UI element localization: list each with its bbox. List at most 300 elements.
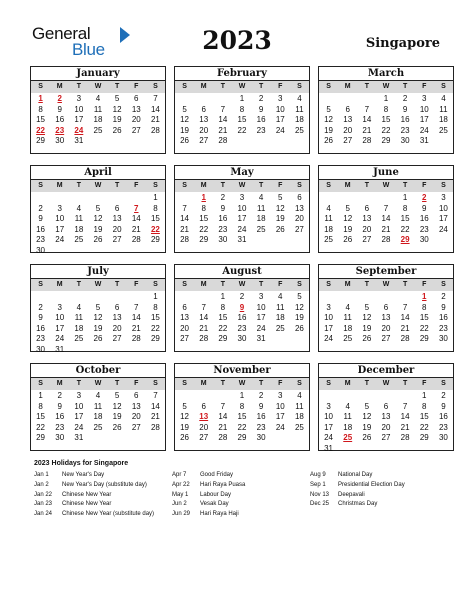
- day-cell: 20: [112, 224, 122, 234]
- day-cell: 14: [218, 412, 228, 422]
- day-cell: 28: [180, 235, 190, 245]
- day-cell: 11: [295, 104, 304, 114]
- month-july: [30, 264, 166, 352]
- holiday-date: Jun 2: [172, 501, 187, 508]
- day-cell: 23: [36, 235, 46, 245]
- weekday-label: T: [402, 83, 408, 90]
- holiday-day-cell: 23: [55, 125, 65, 135]
- day-cell: 21: [131, 323, 141, 333]
- weekday-label: M: [344, 83, 351, 90]
- day-cell: 10: [74, 401, 84, 411]
- day-cell: 26: [93, 334, 103, 344]
- weekday-label: S: [153, 182, 158, 189]
- day-cell: 20: [381, 323, 391, 333]
- day-cell: 26: [180, 433, 190, 443]
- empty-cell: [194, 292, 213, 303]
- day-cell: 31: [256, 334, 266, 344]
- day-cell: 4: [278, 292, 283, 301]
- day-cell: 3: [239, 193, 245, 202]
- day-cell: 6: [383, 401, 389, 411]
- day-cell: 22: [419, 323, 429, 333]
- day-cell: 21: [218, 125, 228, 135]
- holiday-name: Chinese New Year (substitute day): [62, 511, 155, 518]
- day-cell: 25: [294, 422, 304, 432]
- month-name: October: [75, 365, 121, 376]
- weekday-label: S: [153, 83, 158, 90]
- day-grid: [319, 291, 453, 345]
- day-cell: 26: [275, 224, 285, 234]
- holiday-column: [172, 471, 245, 520]
- day-cell: 28: [131, 235, 141, 245]
- day-cell: 29: [419, 433, 429, 443]
- day-grid: [175, 291, 309, 345]
- day-cell: 1: [239, 391, 245, 400]
- empty-cell: [108, 292, 127, 303]
- day-cell: 13: [131, 104, 141, 114]
- day-cell: 18: [74, 323, 84, 333]
- day-cell: 29: [237, 433, 247, 443]
- weekday-label: W: [94, 281, 102, 288]
- day-cell: 7: [383, 203, 389, 213]
- day-cell: 3: [76, 391, 82, 400]
- day-cell: 20: [131, 412, 141, 422]
- day-cell: 31: [324, 443, 334, 453]
- holiday-row: [310, 481, 405, 491]
- day-cell: 8: [38, 401, 43, 411]
- day-grid: [31, 192, 165, 257]
- day-cell: 25: [294, 125, 304, 135]
- weekday-header: [31, 377, 165, 390]
- day-cell: 5: [364, 302, 370, 312]
- empty-cell: [376, 391, 395, 402]
- day-cell: 30: [36, 245, 46, 255]
- holiday-name: Chinese New Year: [62, 501, 112, 508]
- weekday-label: F: [278, 182, 283, 189]
- day-cell: 30: [55, 136, 65, 146]
- day-cell: 28: [381, 235, 391, 245]
- day-cell: 10: [275, 104, 285, 114]
- holiday-row: [172, 481, 245, 491]
- weekday-label: M: [344, 380, 351, 387]
- day-cell: 28: [218, 136, 228, 146]
- day-cell: 26: [362, 334, 372, 344]
- day-grid: [175, 192, 309, 246]
- day-cell: 6: [114, 302, 120, 312]
- empty-cell: [357, 193, 376, 204]
- holiday-day-cell: 9: [239, 302, 245, 312]
- weekday-label: M: [200, 281, 207, 288]
- day-cell: 23: [55, 422, 65, 432]
- day-cell: 20: [343, 125, 353, 135]
- month-name: May: [230, 167, 254, 178]
- day-cell: 6: [383, 302, 389, 312]
- day-cell: 25: [256, 224, 266, 234]
- weekday-label: F: [134, 281, 139, 288]
- day-cell: 3: [326, 401, 331, 411]
- day-cell: 23: [256, 422, 266, 432]
- weekday-label: S: [182, 83, 187, 90]
- holiday-date: Apr 22: [172, 481, 190, 488]
- day-cell: 6: [134, 391, 139, 400]
- day-cell: 15: [237, 115, 247, 125]
- day-cell: 5: [297, 292, 302, 301]
- holiday-date: Jan 22: [34, 491, 53, 498]
- day-cell: 27: [131, 422, 141, 432]
- holiday-day-cell: 2: [422, 193, 427, 202]
- weekday-label: W: [94, 83, 102, 90]
- day-cell: 2: [258, 94, 264, 103]
- day-cell: 1: [153, 292, 158, 301]
- day-cell: 18: [275, 313, 285, 323]
- holiday-name: Good Friday: [200, 472, 234, 478]
- day-cell: 11: [343, 313, 352, 323]
- day-cell: 25: [343, 334, 353, 344]
- day-grid: [31, 93, 165, 147]
- day-cell: 1: [239, 94, 245, 103]
- empty-cell: [69, 292, 88, 303]
- weekday-label: M: [344, 182, 351, 189]
- holidays-title: 2023 Holidays for Singapore: [34, 460, 129, 467]
- day-cell: 15: [400, 214, 410, 224]
- empty-cell: [108, 193, 127, 204]
- day-cell: 5: [364, 401, 370, 411]
- weekday-label: M: [200, 83, 207, 90]
- weekday-header: [319, 179, 453, 192]
- weekday-label: S: [297, 380, 302, 387]
- empty-cell: [50, 292, 69, 303]
- day-cell: 10: [237, 203, 247, 213]
- day-cell: 12: [324, 115, 334, 125]
- day-cell: 31: [237, 235, 247, 245]
- empty-cell: [194, 94, 213, 105]
- day-cell: 11: [93, 401, 103, 411]
- day-cell: 7: [402, 302, 408, 312]
- day-cell: 7: [182, 203, 187, 213]
- holiday-date: Aug 9: [310, 472, 326, 478]
- empty-cell: [50, 193, 69, 204]
- holiday-day-cell: 1: [422, 292, 427, 301]
- weekday-label: F: [134, 182, 139, 189]
- day-cell: 9: [441, 302, 446, 312]
- day-cell: 30: [36, 344, 46, 354]
- weekday-label: S: [153, 380, 158, 387]
- day-grid: [31, 291, 165, 356]
- weekday-label: S: [38, 380, 43, 387]
- day-cell: 22: [36, 422, 46, 432]
- day-cell: 20: [180, 323, 190, 333]
- day-cell: 27: [112, 235, 122, 245]
- day-cell: 12: [343, 214, 353, 224]
- weekday-label: F: [278, 83, 283, 90]
- day-cell: 28: [218, 433, 228, 443]
- empty-cell: [31, 193, 50, 204]
- weekday-label: T: [402, 182, 408, 189]
- day-cell: 30: [438, 433, 448, 443]
- day-cell: 12: [294, 302, 304, 312]
- holiday-row: [34, 471, 154, 481]
- day-cell: 30: [438, 334, 448, 344]
- day-cell: 11: [74, 313, 83, 323]
- day-cell: 4: [345, 302, 350, 312]
- day-cell: 3: [441, 193, 446, 202]
- day-cell: 7: [201, 302, 206, 312]
- empty-cell: [357, 292, 376, 303]
- weekday-label: W: [382, 380, 390, 387]
- month-june: [318, 165, 454, 253]
- day-cell: 11: [93, 104, 103, 114]
- day-cell: 19: [275, 214, 285, 224]
- day-cell: 20: [131, 115, 141, 125]
- holiday-day-cell: 29: [400, 235, 410, 245]
- day-cell: 17: [438, 214, 448, 224]
- day-cell: 9: [57, 401, 62, 411]
- empty-cell: [319, 292, 338, 303]
- empty-cell: [175, 94, 194, 105]
- day-cell: 21: [218, 422, 228, 432]
- day-cell: 29: [199, 235, 209, 245]
- month-name: December: [357, 365, 415, 376]
- month-name: March: [367, 68, 405, 79]
- day-cell: 11: [324, 214, 333, 224]
- day-cell: 11: [295, 401, 304, 411]
- day-cell: 25: [438, 125, 448, 135]
- day-cell: 19: [93, 224, 103, 234]
- weekday-header: [175, 278, 309, 291]
- day-cell: 5: [326, 104, 331, 114]
- day-cell: 16: [237, 313, 247, 323]
- weekday-label: F: [134, 380, 139, 387]
- day-cell: 6: [201, 104, 206, 114]
- weekday-label: W: [238, 83, 246, 90]
- weekday-label: S: [182, 380, 187, 387]
- weekday-label: T: [114, 281, 120, 288]
- weekday-label: W: [382, 83, 390, 90]
- weekday-label: S: [297, 83, 302, 90]
- weekday-label: T: [258, 281, 264, 288]
- day-cell: 3: [258, 292, 264, 301]
- day-cell: 18: [93, 412, 103, 422]
- brand-logo: [32, 24, 132, 58]
- day-cell: 23: [237, 323, 247, 333]
- day-cell: 16: [438, 313, 448, 323]
- day-cell: 27: [131, 125, 141, 135]
- holiday-date: Sep 1: [310, 481, 326, 488]
- day-cell: 25: [74, 235, 84, 245]
- holiday-name: Presidential Election Day: [338, 481, 405, 488]
- day-cell: 1: [402, 193, 408, 202]
- empty-cell: [31, 292, 50, 303]
- day-cell: 19: [294, 313, 304, 323]
- weekday-header: [175, 179, 309, 192]
- day-cell: 3: [57, 302, 62, 312]
- day-cell: 30: [256, 433, 266, 443]
- day-cell: 27: [381, 433, 391, 443]
- weekday-header: [31, 278, 165, 291]
- weekday-label: T: [220, 83, 225, 90]
- day-grid: [319, 390, 453, 455]
- day-cell: 31: [419, 136, 429, 146]
- day-cell: 28: [150, 422, 160, 432]
- day-cell: 28: [199, 334, 209, 344]
- day-cell: 24: [275, 422, 285, 432]
- empty-cell: [213, 94, 232, 105]
- holiday-row: [34, 491, 154, 501]
- day-cell: 27: [199, 136, 209, 146]
- day-cell: 25: [324, 235, 334, 245]
- day-cell: 6: [134, 94, 139, 103]
- day-cell: 20: [362, 224, 372, 234]
- day-cell: 14: [199, 313, 209, 323]
- weekday-label: S: [182, 281, 187, 288]
- day-cell: 2: [57, 391, 62, 400]
- day-cell: 1: [153, 193, 158, 202]
- day-cell: 17: [74, 412, 84, 422]
- weekday-label: T: [114, 83, 120, 90]
- brand-word-blue: Blue: [72, 40, 105, 59]
- weekday-label: F: [422, 380, 427, 387]
- weekday-header: [319, 278, 453, 291]
- month-april: [30, 165, 166, 253]
- day-grid: [175, 390, 309, 444]
- holiday-day-cell: 2: [57, 94, 62, 103]
- day-cell: 8: [239, 104, 245, 114]
- day-cell: 13: [180, 313, 190, 323]
- weekday-label: F: [422, 182, 427, 189]
- day-cell: 18: [74, 224, 84, 234]
- month-name: July: [87, 266, 109, 277]
- day-cell: 10: [55, 313, 65, 323]
- day-cell: 1: [220, 292, 226, 301]
- day-cell: 4: [345, 401, 350, 411]
- empty-cell: [319, 391, 338, 402]
- holiday-row: [172, 471, 245, 481]
- day-cell: 17: [55, 224, 65, 234]
- day-cell: 24: [419, 125, 429, 135]
- day-cell: 15: [419, 313, 429, 323]
- day-cell: 27: [180, 334, 190, 344]
- empty-cell: [338, 193, 357, 204]
- empty-cell: [319, 193, 338, 204]
- day-cell: 16: [36, 224, 46, 234]
- weekday-label: S: [38, 83, 43, 90]
- day-cell: 14: [381, 214, 391, 224]
- holiday-row: [310, 471, 405, 481]
- day-cell: 28: [400, 433, 410, 443]
- holiday-column: [310, 471, 405, 510]
- day-cell: 28: [362, 136, 372, 146]
- day-cell: 18: [256, 214, 266, 224]
- day-cell: 23: [438, 422, 448, 432]
- day-cell: 10: [324, 412, 334, 422]
- day-cell: 23: [419, 224, 429, 234]
- day-cell: 22: [199, 224, 209, 234]
- day-cell: 13: [131, 401, 141, 411]
- weekday-label: M: [56, 182, 63, 189]
- weekday-label: T: [76, 281, 81, 288]
- month-october: [30, 363, 166, 451]
- day-cell: 26: [343, 235, 353, 245]
- day-cell: 18: [294, 412, 304, 422]
- weekday-header: [175, 80, 309, 93]
- day-cell: 12: [180, 412, 190, 422]
- day-cell: 9: [402, 104, 408, 114]
- weekday-label: S: [326, 182, 331, 189]
- day-cell: 14: [362, 115, 372, 125]
- empty-cell: [213, 391, 232, 402]
- weekday-label: W: [94, 182, 102, 189]
- day-cell: 5: [95, 302, 101, 312]
- day-cell: 4: [326, 203, 331, 213]
- day-cell: 7: [364, 104, 370, 114]
- holiday-name: New Year's Day (substitute day): [62, 481, 147, 488]
- weekday-header: [31, 179, 165, 192]
- day-cell: 26: [112, 125, 122, 135]
- day-cell: 26: [180, 136, 190, 146]
- weekday-label: S: [38, 182, 43, 189]
- day-cell: 22: [237, 422, 247, 432]
- day-cell: 21: [150, 412, 160, 422]
- holiday-name: National Day: [338, 472, 373, 478]
- day-cell: 10: [55, 214, 65, 224]
- brand-word-general: General: [32, 24, 91, 43]
- day-cell: 17: [275, 412, 285, 422]
- day-cell: 26: [324, 136, 334, 146]
- day-cell: 5: [95, 203, 101, 213]
- day-cell: 10: [419, 104, 429, 114]
- day-cell: 22: [150, 323, 160, 333]
- month-name: November: [213, 365, 271, 376]
- weekday-label: T: [402, 281, 408, 288]
- month-august: [174, 264, 310, 352]
- day-cell: 20: [294, 214, 304, 224]
- day-cell: 10: [275, 401, 285, 411]
- day-cell: 8: [220, 302, 226, 312]
- weekday-label: S: [441, 182, 446, 189]
- day-cell: 5: [114, 391, 120, 400]
- weekday-label: S: [441, 281, 446, 288]
- day-cell: 11: [343, 412, 352, 422]
- weekday-label: S: [326, 83, 331, 90]
- day-cell: 22: [419, 422, 429, 432]
- day-cell: 8: [153, 302, 158, 312]
- month-name: August: [222, 266, 262, 277]
- day-cell: 14: [400, 313, 410, 323]
- day-cell: 23: [256, 125, 266, 135]
- holiday-row: [310, 491, 405, 501]
- holiday-name: Chinese New Year: [62, 491, 112, 498]
- day-cell: 23: [438, 323, 448, 333]
- day-cell: 15: [36, 115, 46, 125]
- day-cell: 4: [297, 391, 302, 400]
- weekday-label: F: [422, 281, 427, 288]
- empty-cell: [194, 391, 213, 402]
- day-cell: 16: [218, 214, 228, 224]
- day-cell: 15: [150, 313, 160, 323]
- day-grid: [31, 390, 165, 444]
- weekday-label: M: [200, 380, 207, 387]
- holiday-name: Vesak Day: [200, 501, 229, 508]
- day-cell: 15: [36, 412, 46, 422]
- holiday-date: Jan 2: [34, 481, 49, 488]
- day-cell: 22: [400, 224, 410, 234]
- day-cell: 26: [362, 433, 372, 443]
- day-cell: 3: [278, 94, 283, 103]
- day-cell: 15: [381, 115, 391, 125]
- day-cell: 2: [258, 391, 264, 400]
- day-cell: 8: [422, 401, 427, 411]
- empty-cell: [127, 193, 146, 204]
- day-cell: 16: [55, 412, 65, 422]
